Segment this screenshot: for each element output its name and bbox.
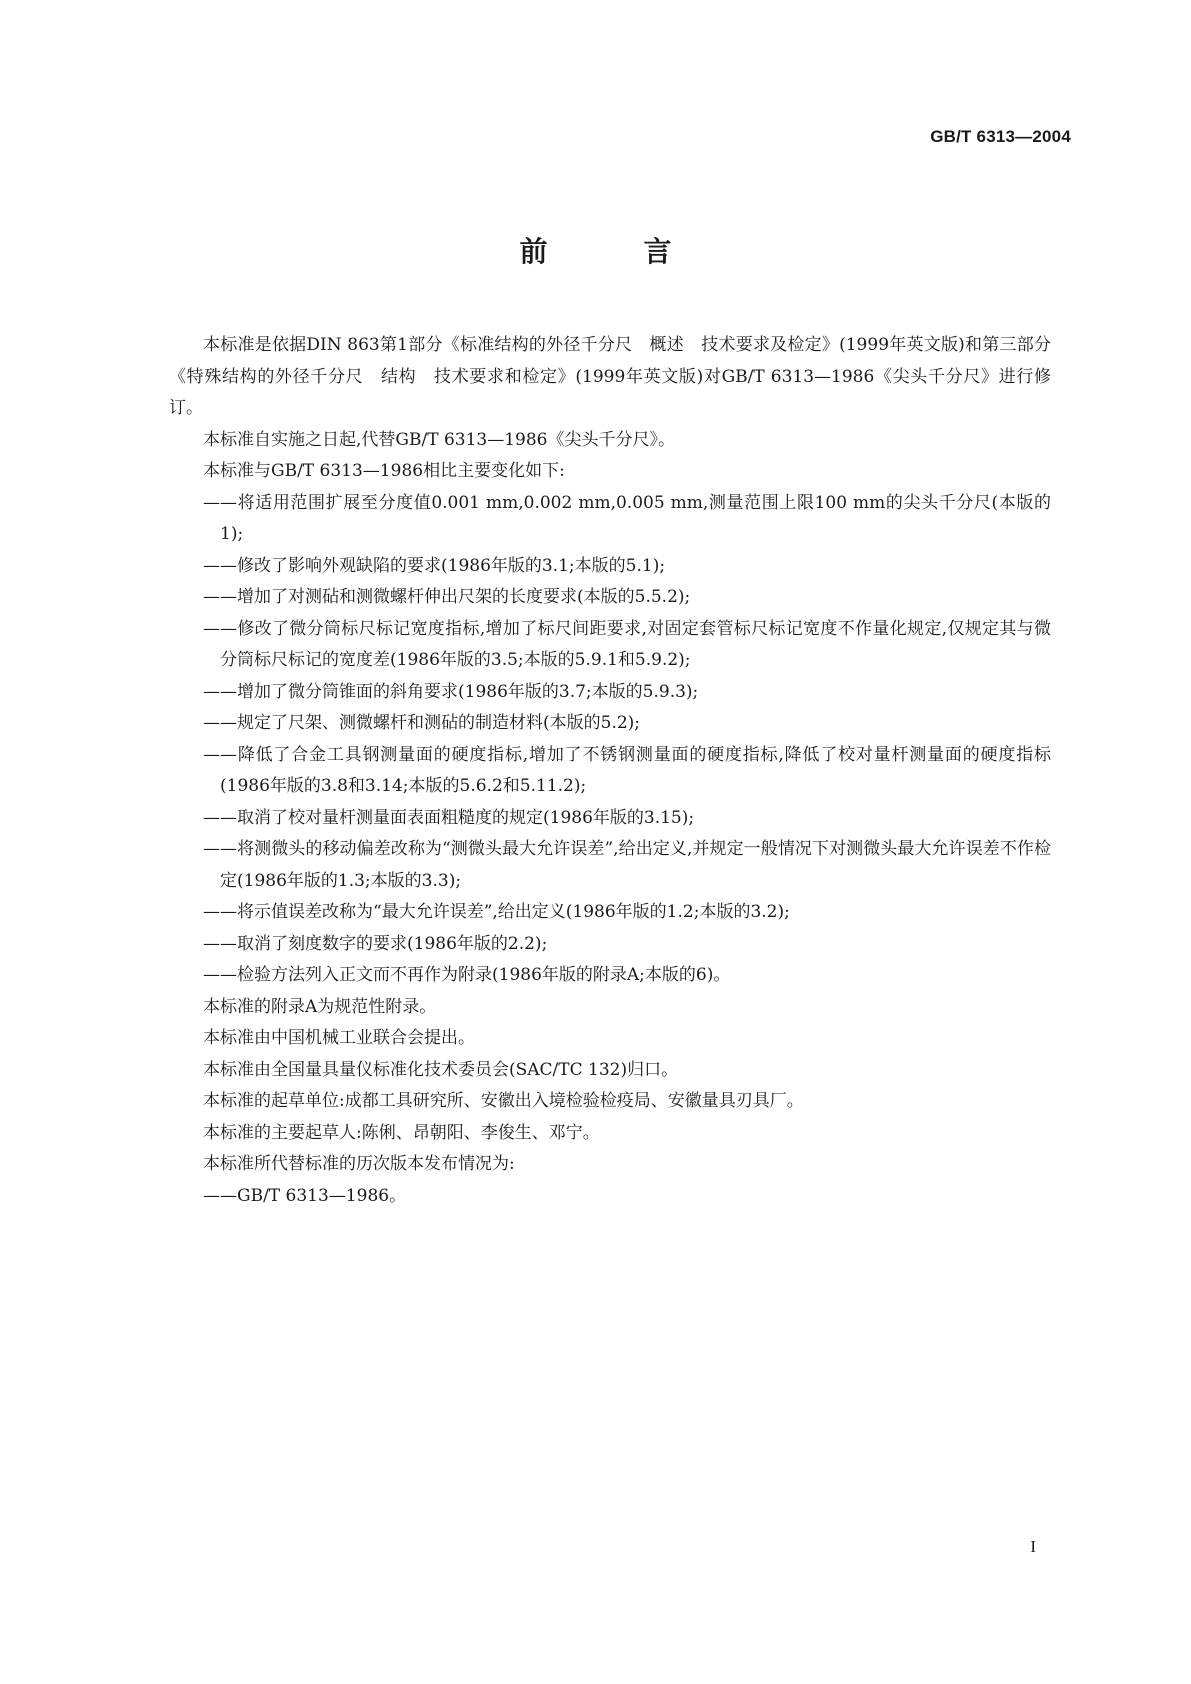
change-list-item: ——规定了尺架、测微螺杆和测砧的制造材料(本版的5.2); bbox=[203, 713, 641, 733]
change-list-item: ——增加了对测砧和测微螺杆伸出尺架的长度要求(本版的5.5.2); bbox=[203, 587, 691, 607]
change-list-item: ——将测微头的移动偏差改称为“测微头最大允许误差”,给出定义,并规定一般情况下对测微头最大允许误差不作检定(1986年版的1.3;本版的3.3); bbox=[203, 839, 1051, 891]
change-list-item: ——将示值误差改称为“最大允许误差”,给出定义(1986年版的1.2;本版的3.2); bbox=[203, 902, 790, 922]
paragraph: 本标准与GB/T 6313—1986相比主要变化如下: bbox=[203, 461, 565, 481]
page-number: I bbox=[1030, 1537, 1036, 1556]
paragraph: 本标准的起草单位:成都工具研究所、安徽出入境检验检疫局、安徽量具刃具厂。 bbox=[203, 1091, 804, 1111]
paragraph: 本标准所代替标准的历次版本发布情况为: bbox=[203, 1154, 515, 1174]
change-list-item: ——将适用范围扩展至分度值0.001 mm,0.002 mm,0.005 mm,测量范围上限100 mm的尖头千分尺(本版的1); bbox=[203, 492, 1051, 544]
paragraph: 本标准的主要起草人:陈俐、昂朝阳、李俊生、邓宁。 bbox=[203, 1122, 600, 1143]
change-list-item: ——修改了微分筒标尺标记宽度指标,增加了标尺间距要求,对固定套管标尺标记宽度不作量化规定,仅规定其与微分筒标尺标记的宽度差(1986年版的3.5;本版的5.9.1和5.9.2); bbox=[203, 618, 1051, 670]
paragraph: 本标准由全国量具量仪标准化技术委员会(SAC/TC 132)归口。 bbox=[203, 1059, 679, 1080]
change-list-item: ——修改了影响外观缺陷的要求(1986年版的3.1;本版的5.1); bbox=[203, 555, 666, 576]
paragraph: 本标准的附录A为规范性附录。 bbox=[203, 996, 437, 1017]
change-list-item: ——检验方法列入正文而不再作为附录(1986年版的附录A;本版的6)。 bbox=[203, 965, 731, 985]
paragraph: 本标准由中国机械工业联合会提出。 bbox=[203, 1028, 475, 1048]
page-title: 前 言 bbox=[519, 235, 706, 268]
paragraph: 本标准自实施之日起,代替GB/T 6313—1986《尖头千分尺》。 bbox=[203, 429, 675, 450]
previous-version-item: ——GB/T 6313—1986。 bbox=[203, 1185, 407, 1206]
document-body bbox=[169, 330, 1051, 1212]
paragraph: 本标准是依据DIN 863第1部分《标准结构的外径千分尺 概述 技术要求及检定》(1999年英文版)和第三部分《特殊结构的外径千分尺 结构 技术要求和检定》(1999年英文版)对GB/T 6313—1986《尖头千分尺》进行修订。 bbox=[169, 335, 1051, 418]
change-list-item: ——增加了微分筒锥面的斜角要求(1986年版的3.7;本版的5.9.3); bbox=[203, 681, 699, 702]
change-list-item: ——降低了合金工具钢测量面的硬度指标,增加了不锈钢测量面的硬度指标,降低了校对量杆测量面的硬度指标(1986年版的3.8和3.14;本版的5.6.2和5.11.2); bbox=[203, 744, 1051, 796]
change-list-item: ——取消了校对量杆测量面表面粗糙度的规定(1986年版的3.15); bbox=[203, 807, 695, 828]
standard-code: GB/T 6313—2004 bbox=[930, 127, 1071, 146]
change-list-item: ——取消了刻度数字的要求(1986年版的2.2); bbox=[203, 933, 548, 954]
